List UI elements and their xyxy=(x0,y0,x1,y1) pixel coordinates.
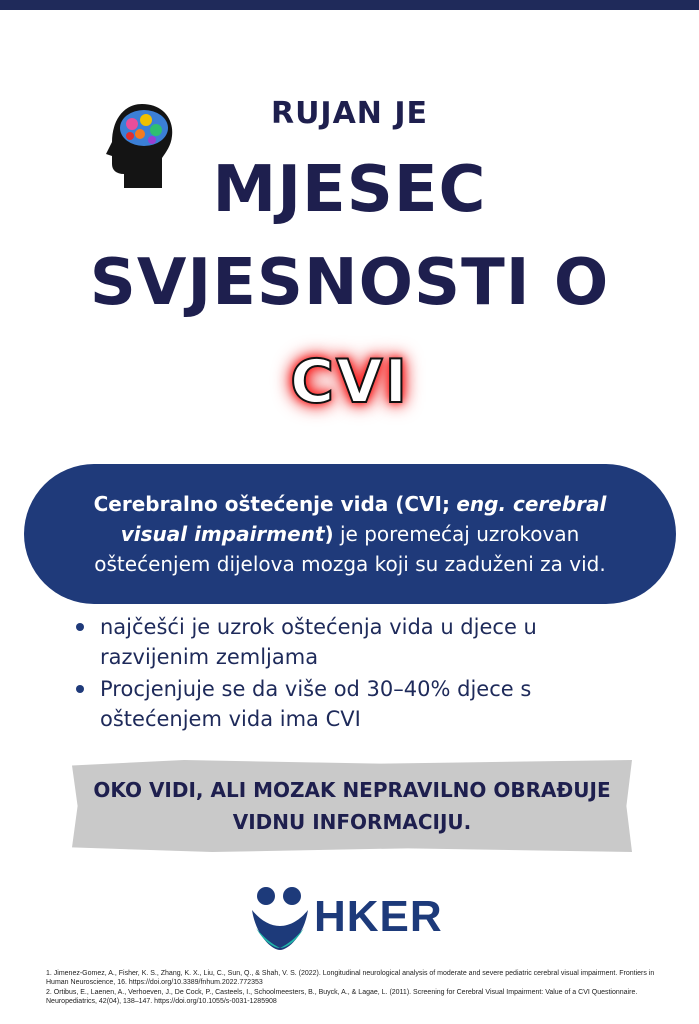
top-border xyxy=(0,0,699,10)
banner-line-1: OKO VIDI, ALI MOZAK NEPRAVILNO OBRAĐUJE xyxy=(93,778,611,802)
hker-logo-text: HKER xyxy=(314,892,443,941)
cvi-title: CVI xyxy=(290,347,409,417)
info-definition: je poremećaj uzrokovan oštećenjem dijelova mozga koji su zaduženi za vid. xyxy=(94,522,606,576)
banner-text xyxy=(72,774,632,838)
header-line-1: RUJAN JE xyxy=(270,96,429,131)
header-line-2: MJESEC xyxy=(212,153,487,227)
hker-logo xyxy=(250,884,460,956)
header-line-3: SVJESNOSTI O xyxy=(89,246,610,320)
bullet-dot-icon xyxy=(76,685,84,693)
bullet-list xyxy=(72,612,632,736)
reference-item: 1. Jimenez-Gomez, A., Fisher, K. S., Zhang, K. X., Liu, C., Sun, Q., & Shah, V. S. (2022). Longitudinal neurological analysis of moderate and severe pediatric cerebral visual impairment. Frontiers in Human Neuroscience, 16. https://doi.org/10.3389/fnhum.2022.772353 xyxy=(46,970,655,986)
info-close-paren: ) xyxy=(324,522,334,546)
bullet-text: najčešći je uzrok oštećenja vida u djece u razvijenim zemljama xyxy=(100,615,537,669)
references xyxy=(46,969,656,1007)
reference-item: 2. Ortibus, E., Laenen, A., Verhoeven, J., De Cock, P., Casteels, I., Schoolmeesters, B., Buyck, A., & Lagae, L. (2011). Screening for Cerebral Visual Impairment: Value of a CVI Questionnaire. Neuropediatrics, 42(04), 138–147. https://doi.org/10.1055/s-0031-1285908 xyxy=(46,989,638,1005)
info-box xyxy=(24,464,676,604)
bullet-dot-icon xyxy=(76,623,84,631)
bullet-item xyxy=(72,674,632,734)
info-eng-term: eng. cerebral visual impairment xyxy=(120,492,607,546)
info-term: Cerebralno oštećenje vida (CVI; xyxy=(93,492,450,516)
hker-logo-mark-icon xyxy=(250,884,310,954)
banner-line-2: VIDNU INFORMACIJU. xyxy=(232,810,472,834)
bullet-item xyxy=(72,612,632,672)
bullet-text: Procjenjuje se da više od 30–40% djece s oštećenjem vida ima CVI xyxy=(100,677,532,731)
info-text xyxy=(70,489,630,579)
